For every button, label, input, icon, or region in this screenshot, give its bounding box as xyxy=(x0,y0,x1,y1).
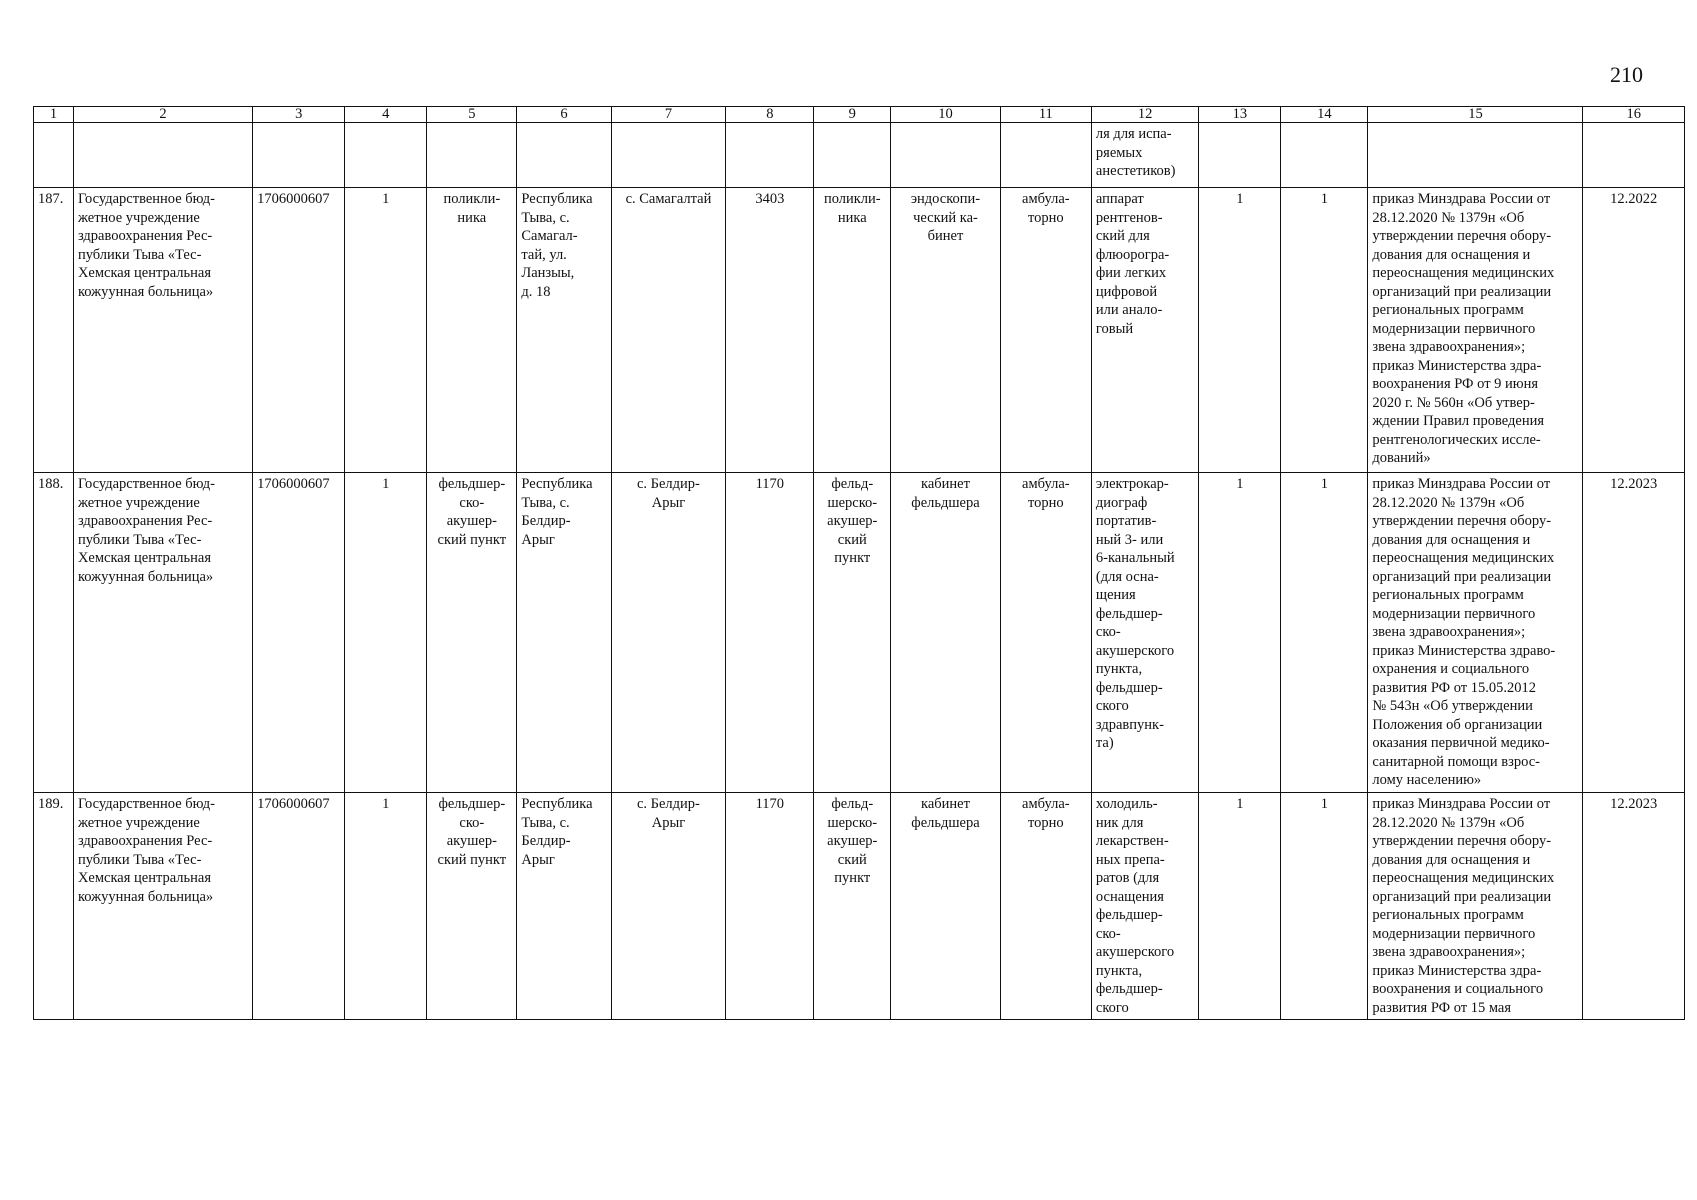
count-cell: 1 xyxy=(345,473,427,793)
equipment-cell: холодиль- ник для лекарствен- ных препа- ратов (для оснащения фельдшер- ско- акушерского пункта, фельдшер- ского xyxy=(1091,793,1199,1020)
date-cell: 12.2023 xyxy=(1583,473,1685,793)
table-row xyxy=(34,188,1685,473)
facility-type-cell: фельдшер- ско- акушер- ский пункт xyxy=(427,793,517,1020)
care-form-cell: амбула- торно xyxy=(1000,188,1091,473)
equipment-table xyxy=(33,106,1685,1020)
code-cell: 1706000607 xyxy=(253,188,345,473)
facility-type-cell: поликли- ника xyxy=(427,188,517,473)
row-number: 188. xyxy=(34,473,74,793)
population-cell: 1170 xyxy=(726,473,814,793)
quantity-cell: 1 xyxy=(1199,188,1281,473)
address-cell: Республика Тыва, с. Белдир- Арыг xyxy=(517,473,611,793)
regulation-cell: приказ Минздрава России от 28.12.2020 № 1379н «Об утверждении перечня обору- дования для оснащения и переоснащения медицинских организаций при реализации региональных программ модернизации первичного звена здравоохранения»; приказ Министерства здра- воохранения и социального развития РФ от 15 мая xyxy=(1368,793,1583,1020)
address-cell: Республика Тыва, с. Белдир- Арыг xyxy=(517,793,611,1020)
header-row xyxy=(34,107,1685,123)
count-cell: 1 xyxy=(345,188,427,473)
date-cell: 12.2022 xyxy=(1583,188,1685,473)
header-cell: 13 xyxy=(1199,107,1281,123)
organization-cell: Государственное бюд- жетное учреждение здравоохранения Рес- публики Тыва «Тес- Хемская центральная кожуунная больница» xyxy=(73,793,252,1020)
settlement-cell: с. Белдир- Арыг xyxy=(611,473,726,793)
table-cell xyxy=(345,123,427,188)
table-cell xyxy=(1281,123,1368,188)
table-cell xyxy=(611,123,726,188)
care-form-cell: амбула- торно xyxy=(1000,793,1091,1020)
count-cell: 1 xyxy=(345,793,427,1020)
quantity-cell: 1 xyxy=(1199,793,1281,1020)
code-cell: 1706000607 xyxy=(253,473,345,793)
date-cell: 12.2023 xyxy=(1583,793,1685,1020)
regulation-cell: приказ Минздрава России от 28.12.2020 № 1379н «Об утверждении перечня обору- дования для оснащения и переоснащения медицинских организаций при реализации региональных программ модернизации первичного звена здравоохранения»; приказ Министерства здраво- охранения и социального развития РФ от 15.05.2012 № 543н «Об утверждении Положения об организации оказания первичной медико- санитарной помощи взрос- лому населению» xyxy=(1368,473,1583,793)
header-cell: 11 xyxy=(1000,107,1091,123)
equipment-cell: аппарат рентгенов- ский для флюорогра- фии легких цифровой или анало- говый xyxy=(1091,188,1199,473)
table-cell xyxy=(253,123,345,188)
table-cell xyxy=(814,123,891,188)
unit-cell: фельд- шерско- акушер- ский пункт xyxy=(814,793,891,1020)
settlement-cell: с. Белдир- Арыг xyxy=(611,793,726,1020)
equipment-cell: электрокар- диограф портатив- ный 3- или 6-канальный (для осна- щения фельдшер- ско- акушерского пункта, фельдшер- ского здравпунк- та) xyxy=(1091,473,1199,793)
equipment-cell: ля для испа- ряемых анестетиков) xyxy=(1091,123,1199,188)
header-cell: 4 xyxy=(345,107,427,123)
address-cell: Республика Тыва, с. Самагал- тай, ул. Ланзыы, д. 18 xyxy=(517,188,611,473)
unit-cell: фельд- шерско- акушер- ский пункт xyxy=(814,473,891,793)
table-row xyxy=(34,793,1685,1020)
table-cell xyxy=(427,123,517,188)
table-cell xyxy=(891,123,1001,188)
header-cell: 6 xyxy=(517,107,611,123)
regulation-cell: приказ Минздрава России от 28.12.2020 № 1379н «Об утверждении перечня обору- дования для оснащения и переоснащения медицинских организаций при реализации региональных программ модернизации первичного звена здравоохранения»; приказ Министерства здра- воохранения РФ от 9 июня 2020 г. № 560н «Об утвер- ждении Правил проведения рентгенологических иссле- дований» xyxy=(1368,188,1583,473)
table-cell xyxy=(517,123,611,188)
table-cell xyxy=(73,123,252,188)
table-row xyxy=(34,473,1685,793)
table-cell xyxy=(1199,123,1281,188)
header-cell: 15 xyxy=(1368,107,1583,123)
header-cell: 2 xyxy=(73,107,252,123)
population-cell: 1170 xyxy=(726,793,814,1020)
header-cell: 12 xyxy=(1091,107,1199,123)
room-cell: кабинет фельдшера xyxy=(891,473,1001,793)
organization-cell: Государственное бюд- жетное учреждение здравоохранения Рес- публики Тыва «Тес- Хемская центральная кожуунная больница» xyxy=(73,188,252,473)
header-cell: 9 xyxy=(814,107,891,123)
row-number: 187. xyxy=(34,188,74,473)
header-cell: 10 xyxy=(891,107,1001,123)
care-form-cell: амбула- торно xyxy=(1000,473,1091,793)
quantity-cell: 1 xyxy=(1199,473,1281,793)
settlement-cell: с. Самагалтай xyxy=(611,188,726,473)
page-number: 210 xyxy=(1610,62,1643,87)
unit-cell: поликли- ника xyxy=(814,188,891,473)
header-cell: 5 xyxy=(427,107,517,123)
quantity-cell: 1 xyxy=(1281,793,1368,1020)
header-cell: 3 xyxy=(253,107,345,123)
room-cell: эндоскопи- ческий ка- бинет xyxy=(891,188,1001,473)
row-number: 189. xyxy=(34,793,74,1020)
header-cell: 16 xyxy=(1583,107,1685,123)
table-cell xyxy=(726,123,814,188)
organization-cell: Государственное бюд- жетное учреждение здравоохранения Рес- публики Тыва «Тес- Хемская центральная кожуунная больница» xyxy=(73,473,252,793)
table-cell xyxy=(34,123,74,188)
quantity-cell: 1 xyxy=(1281,188,1368,473)
table-cell xyxy=(1583,123,1685,188)
population-cell: 3403 xyxy=(726,188,814,473)
facility-type-cell: фельдшер- ско- акушер- ский пункт xyxy=(427,473,517,793)
continuation-row xyxy=(34,123,1685,188)
header-cell: 14 xyxy=(1281,107,1368,123)
code-cell: 1706000607 xyxy=(253,793,345,1020)
room-cell: кабинет фельдшера xyxy=(891,793,1001,1020)
header-cell: 1 xyxy=(34,107,74,123)
table-cell xyxy=(1000,123,1091,188)
table-cell xyxy=(1368,123,1583,188)
quantity-cell: 1 xyxy=(1281,473,1368,793)
header-cell: 7 xyxy=(611,107,726,123)
header-cell: 8 xyxy=(726,107,814,123)
